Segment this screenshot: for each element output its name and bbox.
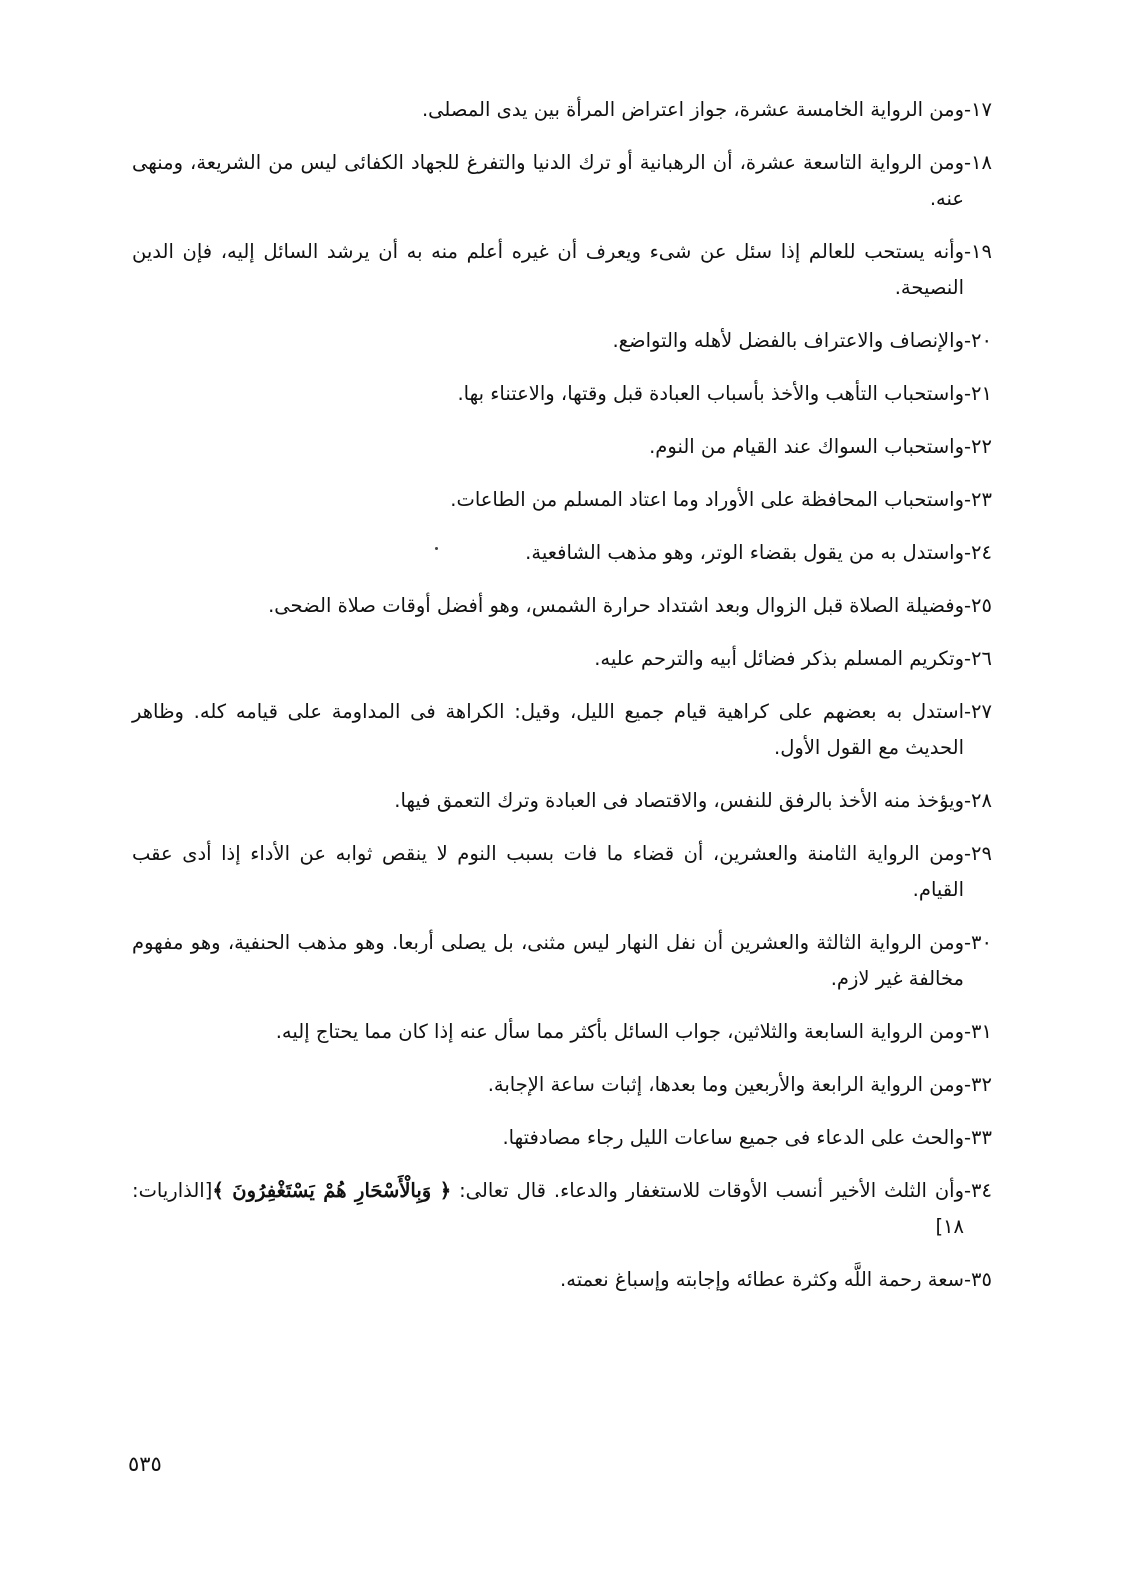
item-number: ٣٠- [964, 931, 992, 954]
list-item [132, 145, 992, 217]
benefits-list [132, 92, 992, 1315]
list-item [132, 1014, 992, 1050]
item-number: ٢٤- [964, 541, 992, 564]
verse-reference: [الذاريات: ١٨] [132, 1179, 964, 1238]
item-number: ٣٥- [964, 1268, 992, 1291]
item-text: سعة رحمة اللَّه وكثرة عطائه وإجابته وإسباغ نعمته. [560, 1268, 964, 1291]
item-text: وتكريم المسلم بذكر فضائل أبيه والترحم عليه. [594, 647, 964, 670]
list-item [132, 535, 992, 571]
item-text [132, 1173, 964, 1245]
item-number: ٣٢- [964, 1073, 992, 1096]
item-number: ٢٥- [964, 594, 992, 617]
item-number: ٢٢- [964, 435, 992, 458]
list-item [132, 1067, 992, 1103]
item-text: واستدل به من يقول بقضاء الوتر، وهو مذهب الشافعية. [525, 541, 964, 564]
item-number: ٢٠- [964, 329, 992, 352]
item-number: ٢٩- [964, 842, 992, 865]
list-item [132, 641, 992, 677]
item-number: ٣٣- [964, 1126, 992, 1149]
list-item [132, 783, 992, 819]
list-item [132, 482, 992, 518]
item-text: ومن الرواية الرابعة والأربعين وما بعدها، إثبات ساعة الإجابة. [487, 1073, 964, 1096]
list-item [132, 92, 992, 128]
item-number: ١٩- [964, 240, 992, 263]
list-item [132, 925, 992, 997]
scan-speck [435, 547, 438, 550]
item-text: ويؤخذ منه الأخذ بالرفق للنفس، والاقتصاد فى العبادة وترك التعمق فيها. [394, 789, 964, 812]
item-number: ٢٦- [964, 647, 992, 670]
item-text: وفضيلة الصلاة قبل الزوال وبعد اشتداد حرارة الشمس، وهو أفضل أوقات صلاة الضحى. [268, 594, 964, 617]
item-text: ومن الرواية التاسعة عشرة، أن الرهبانية أو ترك الدنيا والتفرغ للجهاد الكفائى ليس من الشريعة، ومنهى عنه. [132, 151, 964, 210]
item-text: ومن الرواية الخامسة عشرة، جواز اعتراض المرأة بين يدى المصلى. [421, 98, 964, 121]
list-item [132, 429, 992, 465]
item-number: ٢٧- [964, 700, 992, 723]
item-text: واستحباب السواك عند القيام من النوم. [649, 435, 964, 458]
item-text: والحث على الدعاء فى جميع ساعات الليل رجاء مصادفتها. [502, 1126, 964, 1149]
item-number: ٣١- [964, 1020, 992, 1043]
item-number: ٢١- [964, 382, 992, 405]
list-item [132, 1262, 992, 1298]
item-text: استدل به بعضهم على كراهية قيام جميع الليل، وقيل: الكراهة فى المداومة على قيامه كله. وظاهر الحديث مع القول الأول. [132, 700, 964, 759]
item-text: ومن الرواية الثامنة والعشرين، أن قضاء ما فات بسبب النوم لا ينقص ثوابه عن الأداء إذا أدى عقب القيام. [132, 842, 964, 901]
item-text: ومن الرواية السابعة والثلاثين، جواب السائل بأكثر مما سأل عنه إذا كان مما يحتاج إليه. [275, 1020, 964, 1043]
page-number: ٥٣٥ [128, 1452, 162, 1476]
list-item [132, 588, 992, 624]
list-item [132, 694, 992, 766]
item-number: ١٨- [964, 151, 992, 174]
list-item [132, 1120, 992, 1156]
item-text: واستحباب التأهب والأخذ بأسباب العبادة قبل وقتها، والاعتناء بها. [457, 382, 964, 405]
list-item [132, 376, 992, 412]
list-item [132, 323, 992, 359]
item-text: واستحباب المحافظة على الأوراد وما اعتاد المسلم من الطاعات. [450, 488, 964, 511]
quran-verse: ﴿ وَبِالْأَسْحَارِ هُمْ يَسْتَغْفِرُونَ ﴾ [212, 1179, 452, 1202]
list-item [132, 836, 992, 908]
item-number: ١٧- [964, 98, 992, 121]
list-item [132, 1173, 992, 1245]
item-text: وأنه يستحب للعالم إذا سئل عن شىء ويعرف أن غيره أعلم منه به أن يرشد السائل إليه، فإن الدين النصيحة. [132, 240, 964, 299]
item-text: ومن الرواية الثالثة والعشرين أن نفل النهار ليس مثنى، بل يصلى أربعا. وهو مذهب الحنفية، وهو مفهوم مخالفة غير لازم. [132, 931, 964, 990]
item-text-before: وأن الثلث الأخير أنسب الأوقات للاستغفار والدعاء. قال تعالى: [451, 1179, 964, 1202]
item-number: ٢٨- [964, 789, 992, 812]
item-number: ٢٣- [964, 488, 992, 511]
item-text: والإنصاف والاعتراف بالفضل لأهله والتواضع. [612, 329, 964, 352]
list-item [132, 234, 992, 306]
item-number: ٣٤- [964, 1179, 992, 1202]
